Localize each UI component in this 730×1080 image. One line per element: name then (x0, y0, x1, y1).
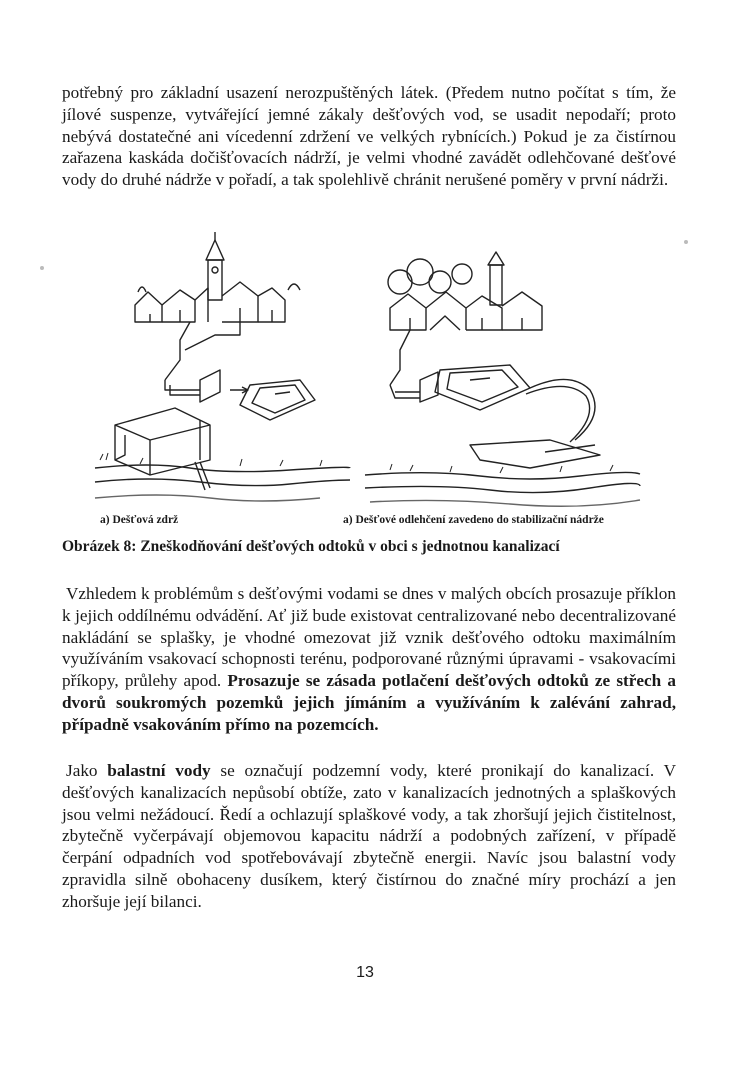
figure-label-a: a) Dešťová zdrž (100, 514, 179, 526)
figure-rainwater-illustration (90, 230, 650, 530)
figure-caption: Obrázek 8: Zneškodňování dešťových odtoků v obci s jednotnou kanalizací (62, 538, 560, 555)
paragraph-text: se označují podzemní vody, které pronikají do kanalizací. V dešťových kanalizacích nepůsobí obtíže, zato v kanalizacích jednotných a splaškových jsou velmi nežádoucí. Ředí a ochlazují splaškové vody, a tak zhoršují jejich čistitelnost, zbytečně vyčerpávají objemovou kapacitu nádrží a podobných zařízení, v případě čerpání odpadních vod spotřebovávají zbytečně energii. Navíc jsou balastní vody zpravidla silně obohaceny dusíkem, který čistírnou do značné míry prochází a jen zhoršuje její bilanci. (62, 761, 676, 911)
left-village (95, 232, 350, 501)
scan-speck (684, 240, 688, 244)
paragraph-emphasis: Prosazuje se zásada potlačení dešťových odtoků ze střech a dvorů soukromých pozemků jejich jímáním a využíváním k zalévání zahrad, případně vsakováním přímo na pozemcích. (62, 671, 676, 734)
paragraph-ballast-water (62, 760, 676, 913)
right-village (365, 252, 640, 506)
scan-speck (40, 266, 44, 270)
paragraph-text: Vzhledem k problémům s dešťovými vodami se dnes v malých obcích prosazuje příklon k jejich oddílnému odvádění. Ať již bude existovat centralizované nebo decentralizované nakládání se splašky, je vhodné omezovat již vznik dešťového odtoku maximálním využíváním vsakovací schopnosti terénu, podporované různými úpravami - vsakovacími příkopy, průlehy apod. (62, 584, 676, 691)
paragraph-intro: potřebný pro základní usazení nerozpuštěných látek. (Předem nutno počítat s tím, že jílové suspenze, vytvářející jemné zákaly dešťových vod, se usadit nepodaří; proto nebývá dostatečné ani vícedenní zdržení ve velkých rybnících.) Pokud je za čistírnou zařazena kaskáda dočišťovacích nádrží, je velmi vhodné zavádět odlehčované dešťové vody do druhé nádrže v pořadí, a tak spolehlivě chránit nerušené poměry v první nádrži. (62, 83, 676, 190)
figure-label-b: a) Dešťové odlehčení zavedeno do stabilizační nádrže (343, 514, 604, 526)
paragraph-text: Jako (66, 761, 108, 780)
term-ballast-water: balastní vody (107, 761, 211, 780)
page-number: 13 (356, 964, 374, 981)
paragraph-separate-drainage (62, 583, 676, 736)
